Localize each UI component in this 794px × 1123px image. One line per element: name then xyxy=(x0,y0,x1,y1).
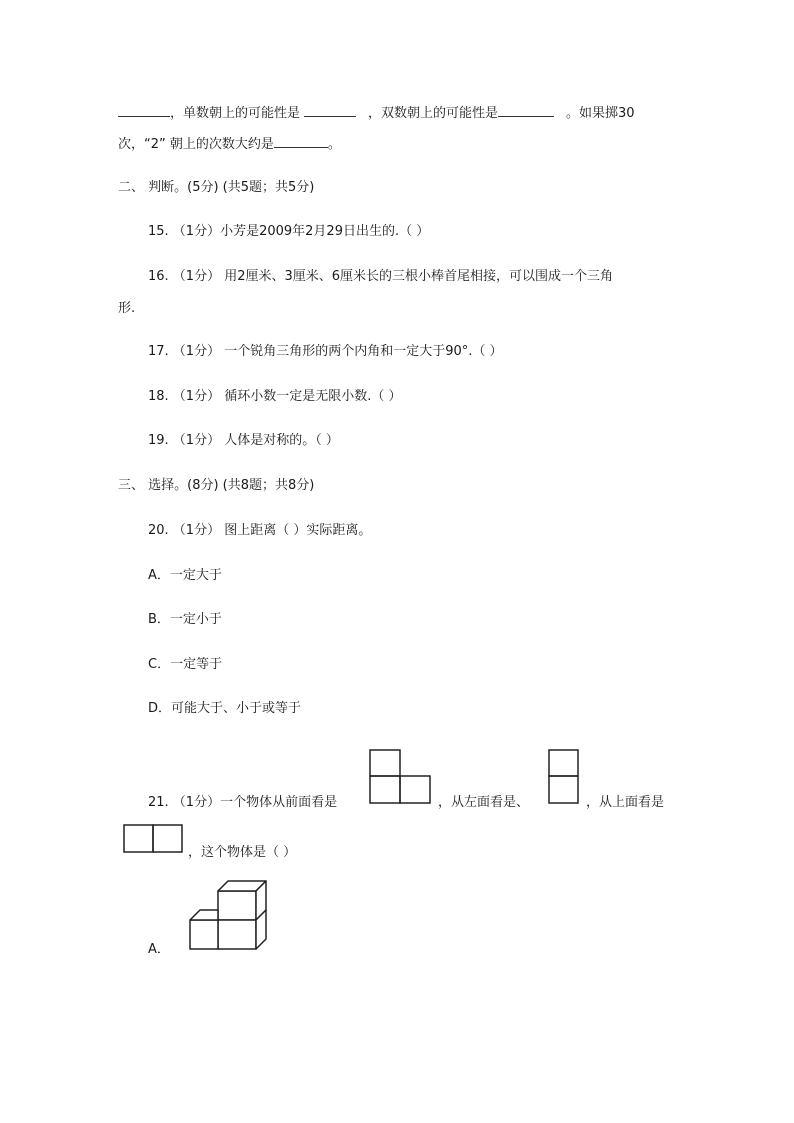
question-16-continuation: 形. xyxy=(118,301,136,316)
question-21-text-d: ，这个物体是（ ） xyxy=(188,845,297,860)
answer-blank[interactable] xyxy=(118,103,170,117)
answer-blank[interactable] xyxy=(274,134,328,148)
front-view-figure xyxy=(369,749,431,805)
fill-in-line-1 xyxy=(118,103,635,123)
question-19: 19. （1分） 人体是对称的。（ ） xyxy=(148,433,339,448)
question-16: 16. （1分） 用2厘米、3厘米、6厘米长的三根小棒首尾相接，可以围成一个三角 xyxy=(148,269,614,284)
question-18: 18. （1分） 循环小数一定是无限小数.（ ） xyxy=(148,389,402,404)
question-21-text-a: 21. （1分）一个物体从前面看是 xyxy=(148,795,338,810)
question-17: 17. （1分） 一个锐角三角形的两个内角和一定大于90°.（ ） xyxy=(148,344,503,359)
question-21-text-b: ，从左面看是、 xyxy=(438,795,530,810)
text-segment: ，单数朝上的可能性是 xyxy=(170,106,301,121)
question-20: 20. （1分） 图上距离（ ）实际距离。 xyxy=(148,523,372,538)
text-segment: 。 xyxy=(327,137,341,152)
section-heading: 二、 判断。(5分) (共5题；共5分) xyxy=(118,180,315,195)
text-segment: ，双数朝上的可能性是 xyxy=(368,106,499,121)
text-segment: 次，“2” 朝上的次数大约是 xyxy=(118,137,274,152)
option-b[interactable]: B．一定小于 xyxy=(148,612,222,627)
section-heading: 三、 选择。(8分) (共8题；共8分) xyxy=(118,478,315,493)
text-segment: 。如果掷30 xyxy=(566,106,635,121)
option-a[interactable]: A．一定大于 xyxy=(148,568,222,583)
question-21-option-a[interactable]: A． xyxy=(148,942,170,957)
option-a-cube-figure xyxy=(188,878,268,952)
option-d[interactable]: D．可能大于、小于或等于 xyxy=(148,701,302,716)
option-c[interactable]: C．一定等于 xyxy=(148,657,223,672)
fill-in-line-2 xyxy=(118,134,341,154)
answer-blank[interactable] xyxy=(498,103,554,117)
answer-blank[interactable] xyxy=(304,103,356,117)
left-view-figure xyxy=(548,749,580,805)
top-view-figure xyxy=(123,824,183,854)
question-21-text-c: ，从上面看是 xyxy=(586,795,665,810)
question-15: 15. （1分）小芳是2009年2月29日出生的.（ ） xyxy=(148,224,430,239)
